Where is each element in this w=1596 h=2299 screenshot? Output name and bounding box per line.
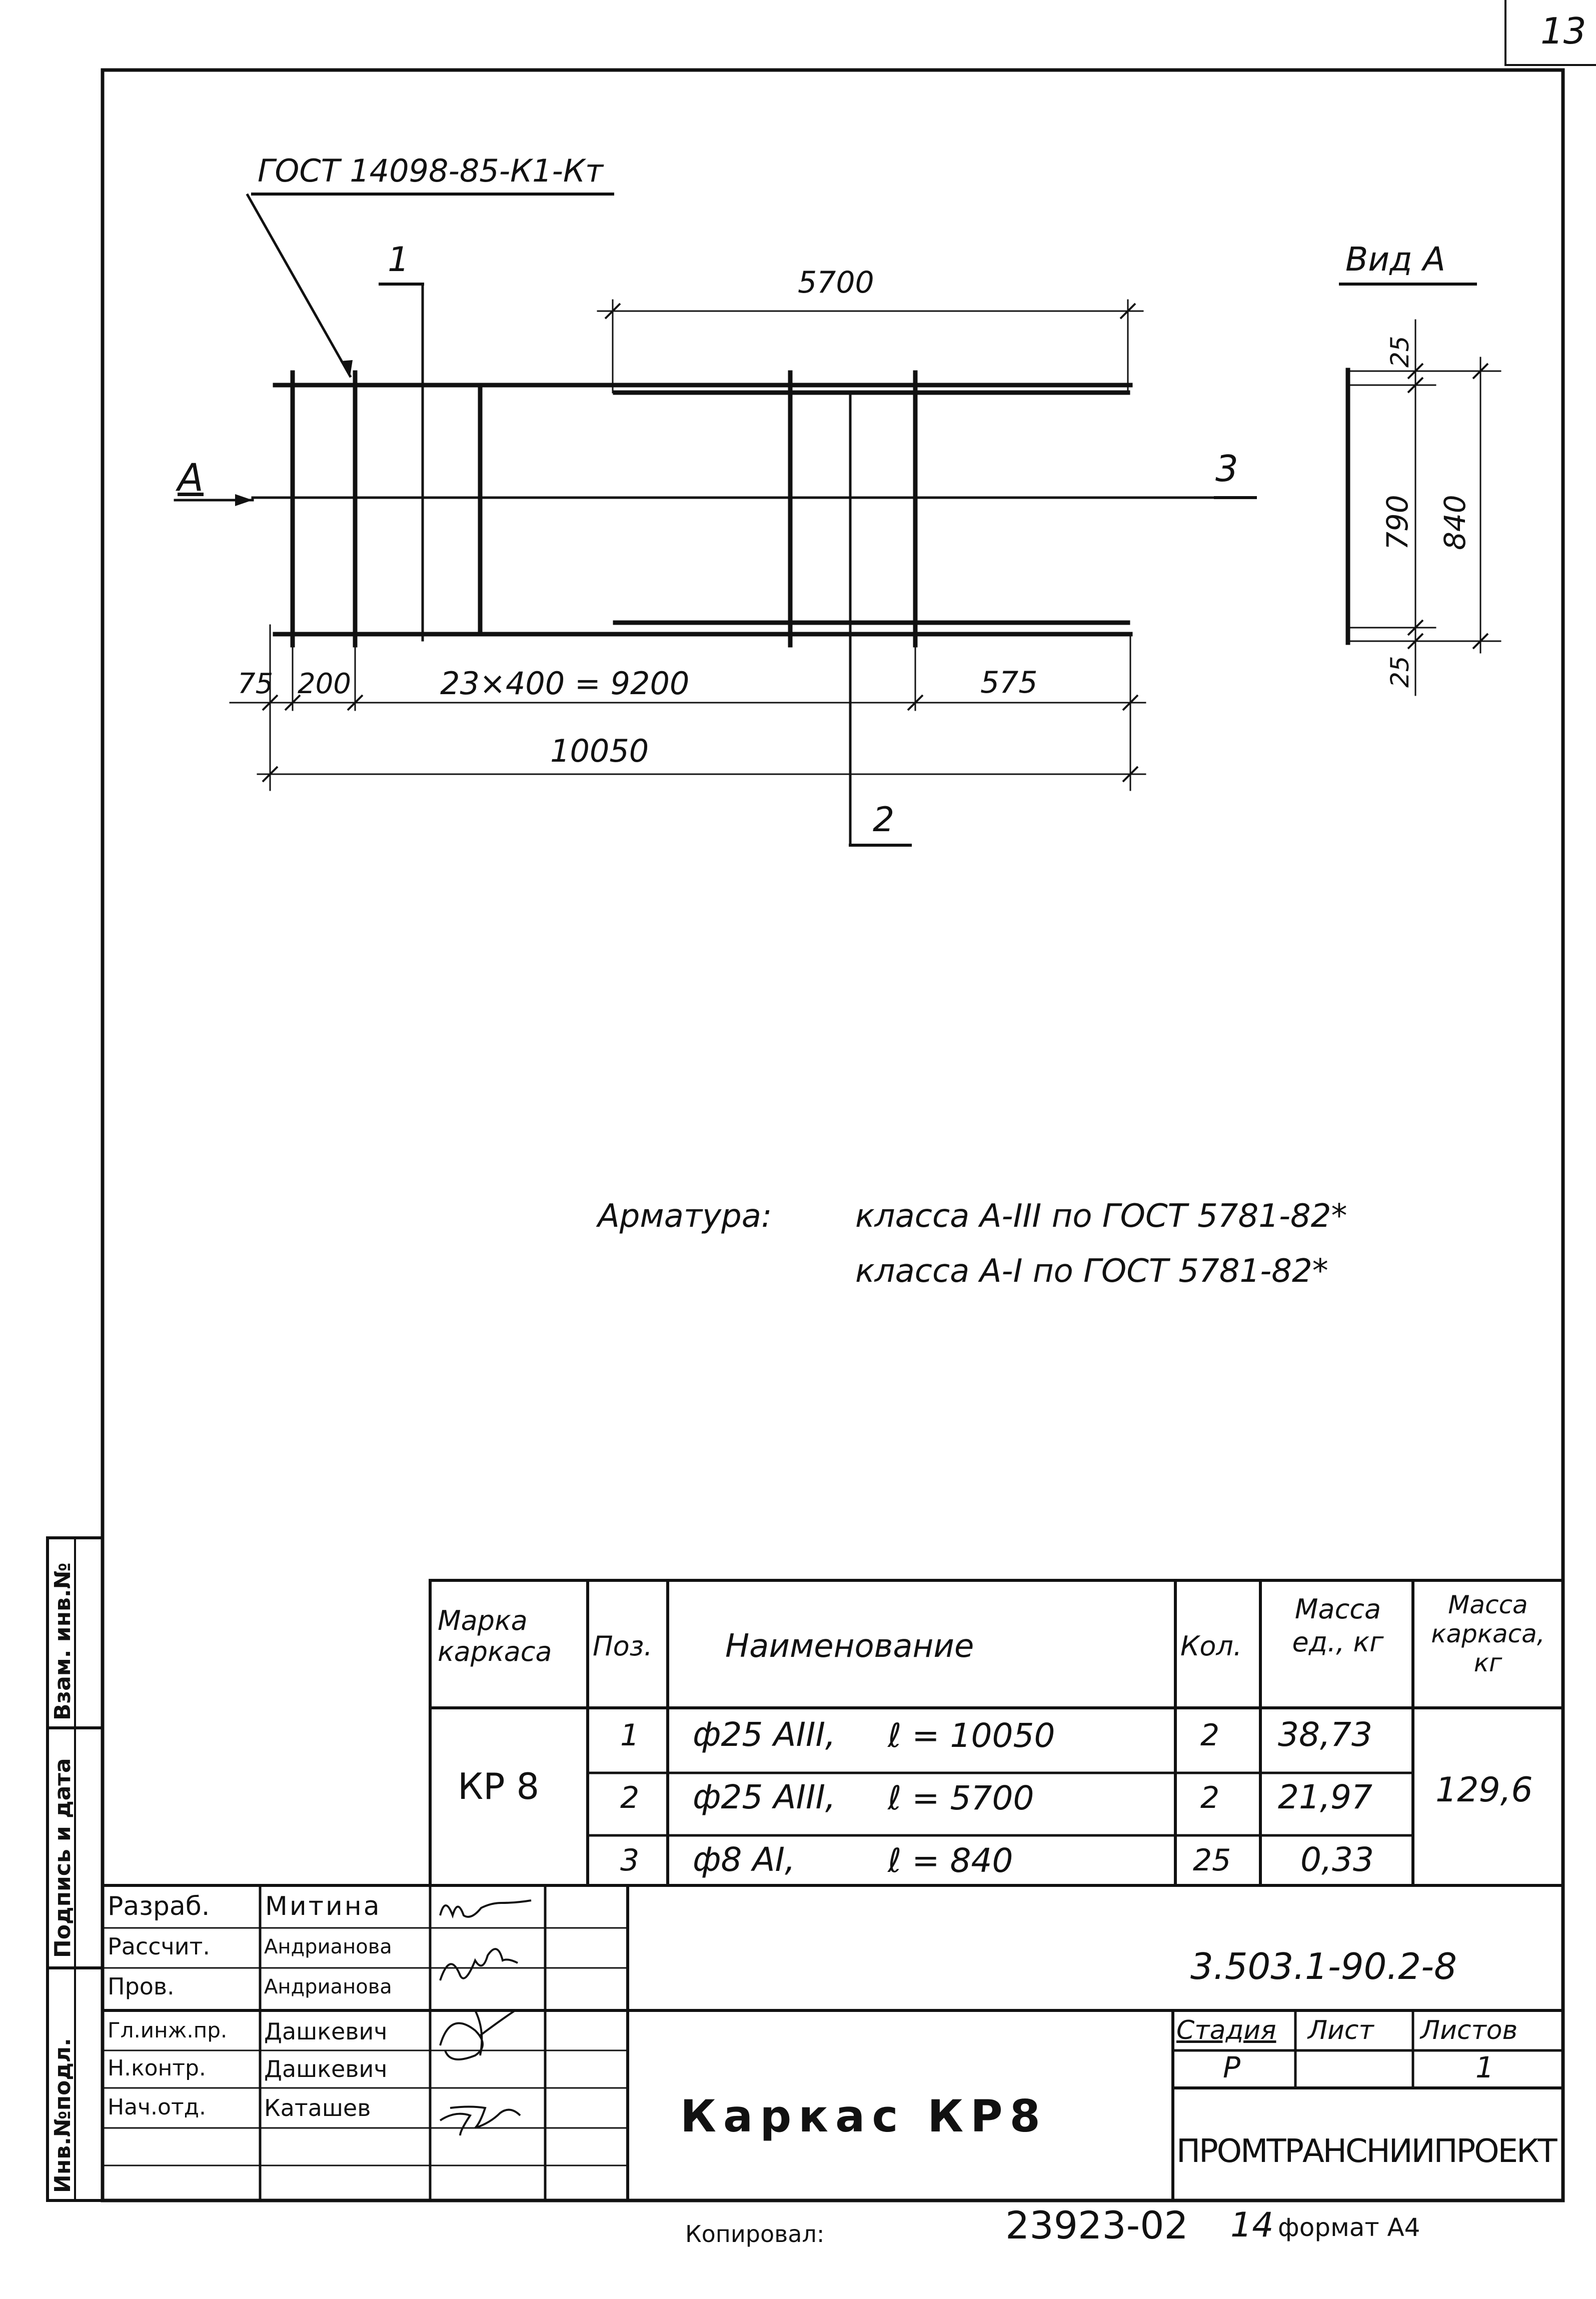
signature-mitina: [440, 1900, 531, 1917]
organization: ПРОМТРАНСНИИПРОЕКТ: [1176, 2133, 1556, 2170]
row-3-name: ф8 АI,: [693, 1840, 795, 1879]
row-2-pos: 2: [620, 1780, 640, 1815]
role-4: Гл.инж.пр.: [108, 2018, 228, 2042]
row-3-length: ℓ = 840: [888, 1841, 1013, 1880]
header-qty: Кол.: [1180, 1630, 1242, 1662]
dim-9200: 23×400 = 9200: [440, 665, 690, 702]
sheet-label: Лист: [1308, 2015, 1374, 2045]
dim-200: 200: [298, 668, 351, 700]
footer-copied: Копировал:: [685, 2220, 825, 2247]
name-3: Андрианова: [264, 1975, 392, 1998]
frame-mark: КР 8: [458, 1765, 540, 1807]
name-1: Митина: [265, 1891, 382, 1921]
main-frame: [103, 70, 1563, 2200]
dim-75: 75: [238, 668, 274, 700]
role-2: Рассчит.: [108, 1933, 211, 1960]
header-unit-mass: Масса ед., кг: [1292, 1593, 1384, 1658]
footer-format: формат А4: [1278, 2213, 1420, 2242]
section-mark-3: 3: [1215, 448, 1238, 490]
header-mark: Марка каркаса: [438, 1605, 552, 1667]
section-mark-1: 1: [388, 240, 410, 280]
dim-v-790: 790: [1380, 495, 1414, 550]
row-3-qty: 25: [1193, 1843, 1231, 1878]
row-1-name: ф25 АIII,: [693, 1715, 836, 1754]
sheets-value: 1: [1475, 2050, 1494, 2084]
stage-label: Стадия: [1176, 2015, 1276, 2045]
dim-v-25-bot: 25: [1385, 656, 1414, 688]
dim-v-25-top: 25: [1385, 336, 1414, 368]
row-2-qty: 2: [1200, 1780, 1220, 1815]
header-pos: Поз.: [593, 1630, 653, 1662]
name-6: Каташев: [264, 2094, 371, 2121]
view-a-title: Вид А: [1345, 240, 1445, 279]
role-3: Пров.: [108, 1973, 175, 2000]
role-5: Н.контр.: [108, 2055, 206, 2081]
signature-katashev: [440, 2107, 520, 2136]
dim-575: 575: [980, 665, 1038, 700]
signature-dashkevich: [440, 2010, 515, 2059]
notes-line-2: класса А-I по ГОСТ 5781-82*: [855, 1253, 1328, 1290]
footer-sheet-num: 14: [1230, 2205, 1274, 2245]
dim-5700: 5700: [798, 265, 874, 300]
standard-callout: ГОСТ 14098-85-К1-Кт: [258, 153, 604, 189]
row-1-qty: 2: [1200, 1718, 1220, 1753]
row-2-length: ℓ = 5700: [888, 1779, 1034, 1817]
sheets-label: Листов: [1420, 2015, 1518, 2045]
view-arrow-a: А: [178, 455, 204, 500]
section-mark-2: 2: [873, 800, 895, 840]
notes-line-1: класса А-III по ГОСТ 5781-82*: [855, 1198, 1347, 1235]
role-6: Нач.отд.: [108, 2094, 206, 2120]
row-1-mass: 38,73: [1278, 1715, 1372, 1754]
dim-v-840: 840: [1438, 495, 1472, 550]
name-4: Дашкевич: [264, 2018, 388, 2045]
header-name: Наименование: [725, 1628, 974, 1665]
side-stamp-podpis: Подпись и дата: [50, 1758, 76, 1958]
signature-andrianova: [440, 1949, 518, 1980]
page-number: 13: [1540, 10, 1586, 52]
row-3-pos: 3: [620, 1843, 640, 1878]
signatures: [440, 1900, 531, 2135]
row-1-pos: 1: [620, 1718, 640, 1753]
row-3-mass: 0,33: [1300, 1840, 1374, 1879]
notes-label: Арматура:: [598, 1198, 772, 1235]
footer-number: 23923-02: [1005, 2203, 1188, 2247]
row-2-mass: 21,97: [1278, 1778, 1372, 1816]
drawing-title: Каркас КР8: [680, 2090, 1047, 2142]
row-2-name: ф25 АIII,: [693, 1778, 836, 1816]
dim-10050: 10050: [550, 733, 649, 769]
side-stamp-inv-podl: Инв.№подл.: [50, 2038, 76, 2193]
name-5: Дашкевич: [264, 2055, 388, 2082]
name-2: Андрианова: [264, 1935, 392, 1958]
row-1-length: ℓ = 10050: [888, 1716, 1055, 1755]
stage-value: Р: [1223, 2050, 1240, 2084]
role-1: Разраб.: [108, 1891, 210, 1921]
doc-code: 3.503.1-90.2-8: [1190, 1945, 1457, 1987]
frame-mass: 129,6: [1435, 1770, 1533, 1810]
header-frame-mass: Масса каркаса, кг: [1431, 1590, 1545, 1677]
side-stamp-vzam: Взам. инв.№: [50, 1562, 76, 1720]
